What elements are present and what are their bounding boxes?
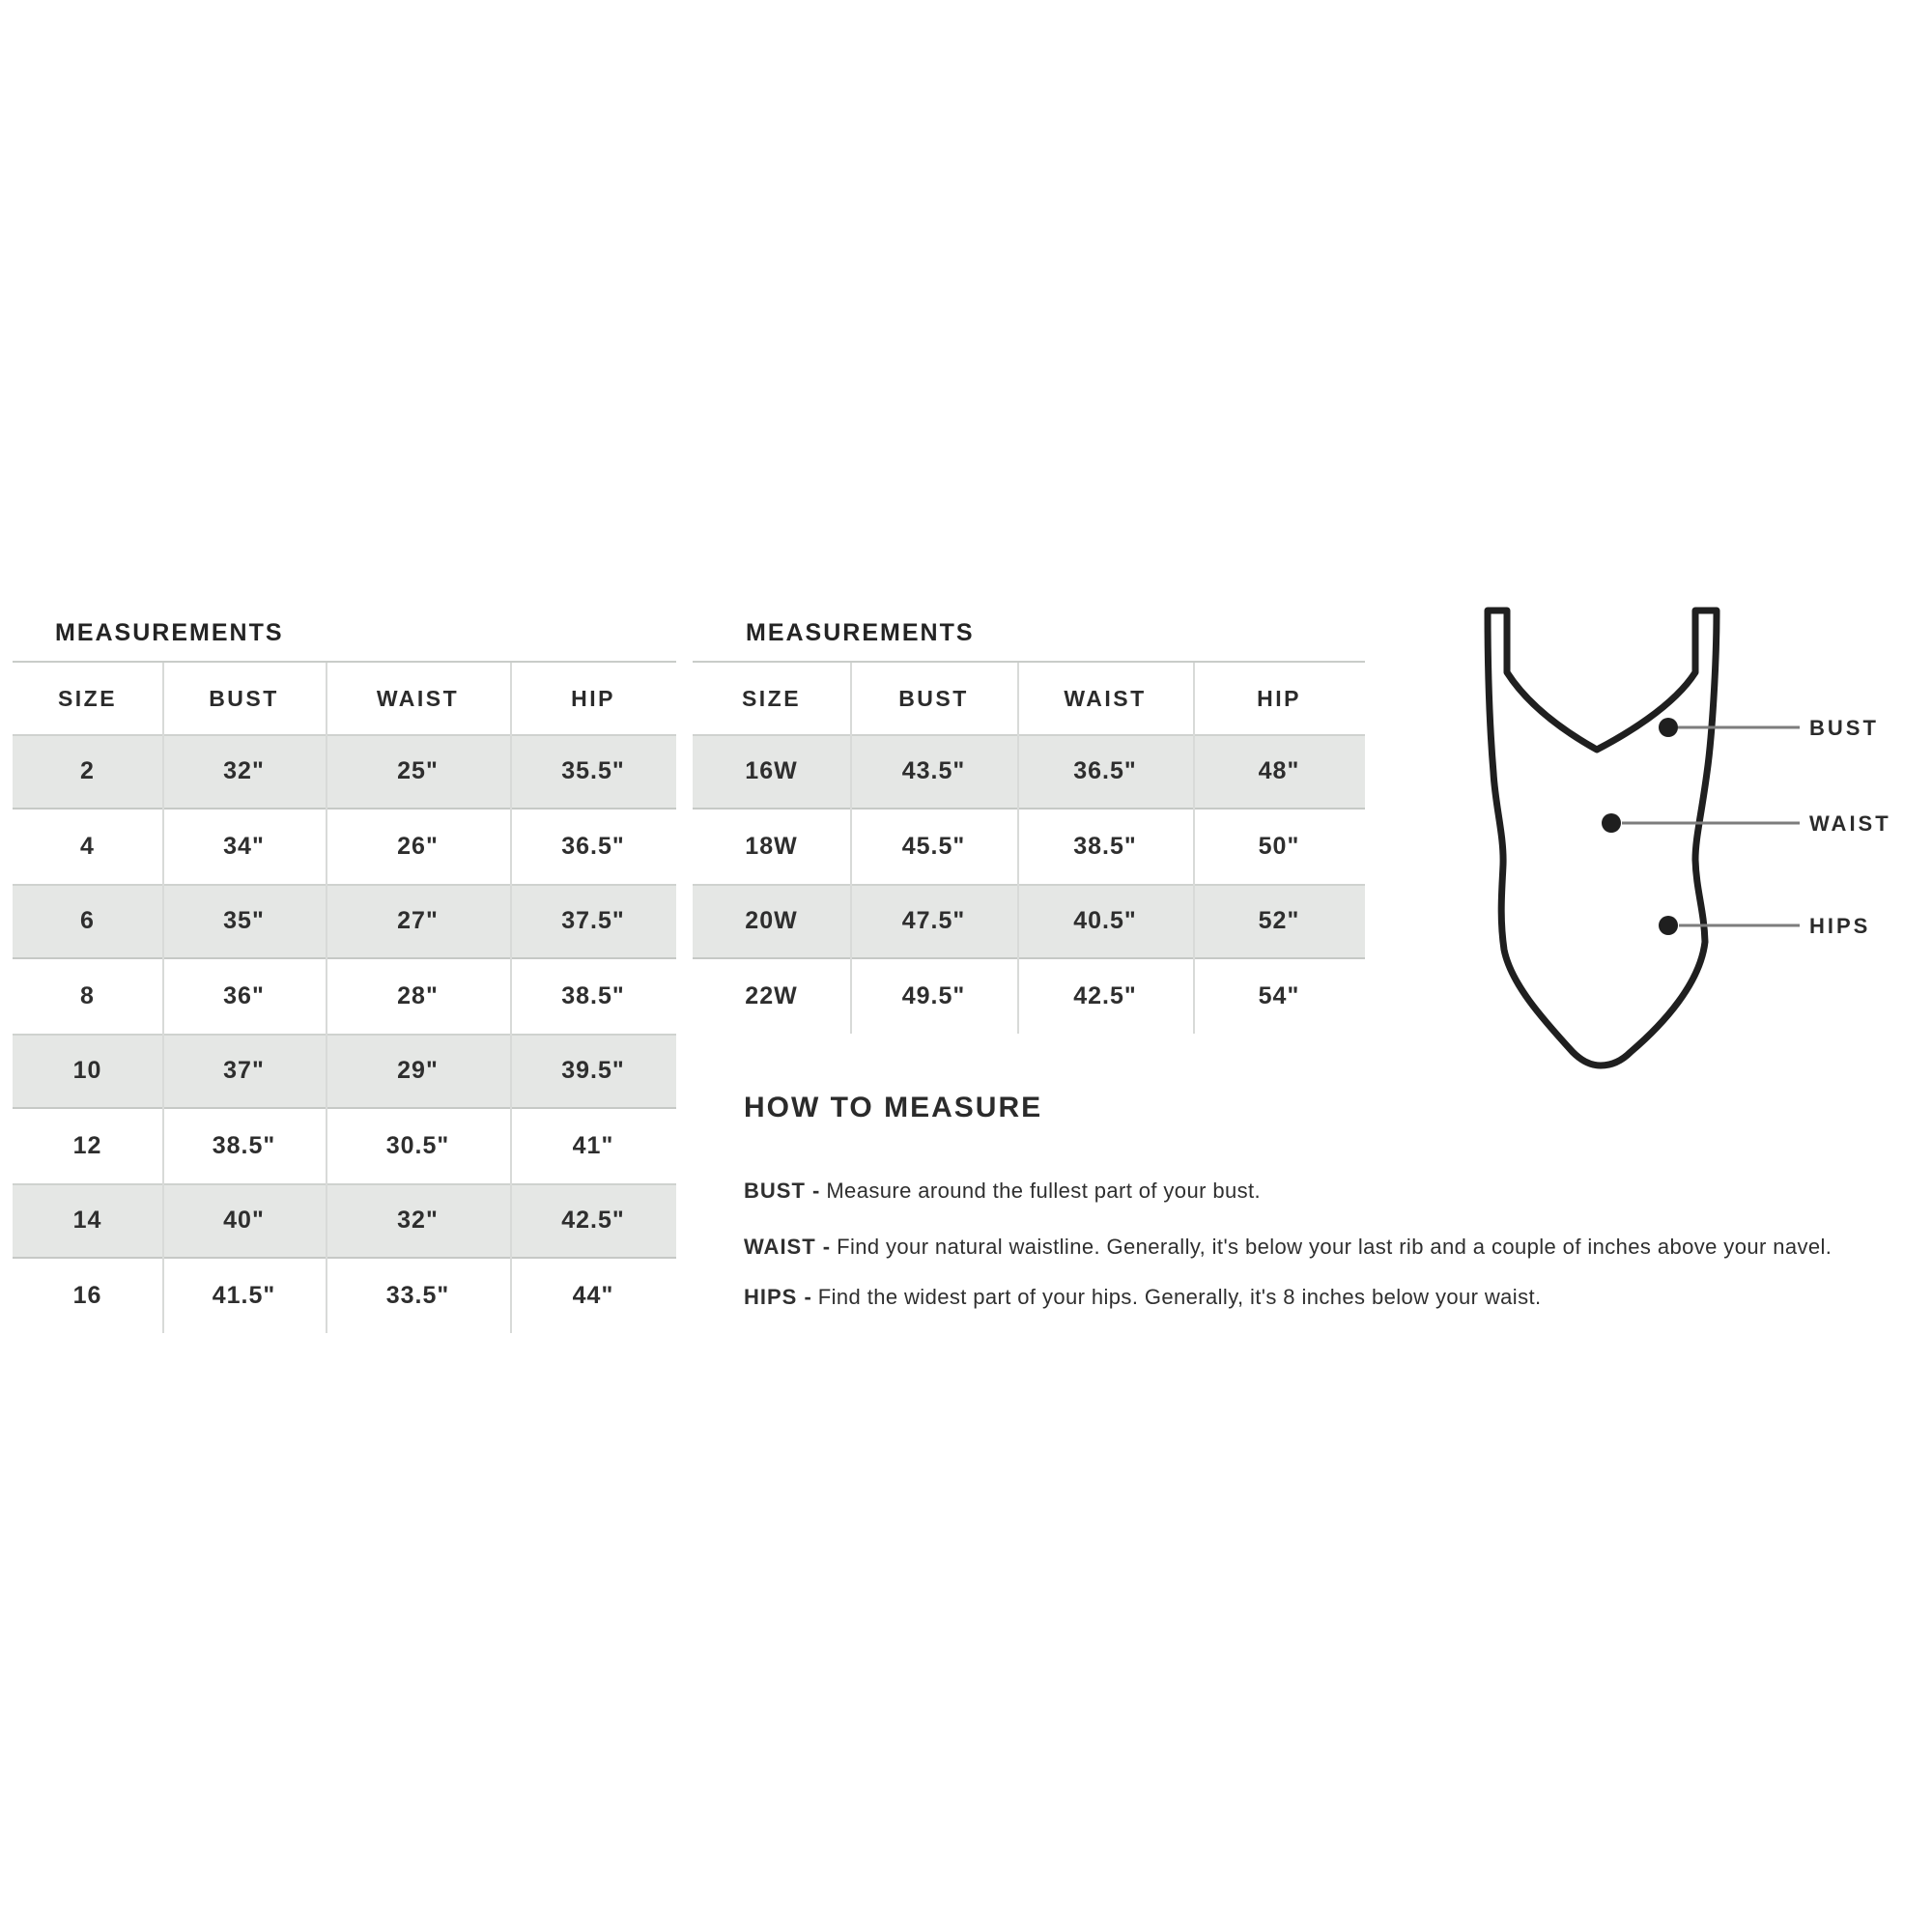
plus-size-table [693, 661, 1365, 1034]
table-row [13, 959, 676, 1035]
table-row [13, 1034, 676, 1109]
hips-dot [1659, 916, 1678, 935]
waist-instruction-label: WAIST - [744, 1235, 832, 1259]
measurement-cell: 36.5" [1073, 757, 1137, 785]
size-cell: 6 [80, 907, 95, 935]
size-cell: 2 [80, 757, 95, 785]
swimsuit-outline [1488, 611, 1717, 1065]
right-table-title: MEASUREMENTS [746, 619, 975, 646]
table-row [13, 1109, 676, 1184]
table-row [13, 810, 676, 885]
column-divider [326, 663, 327, 1333]
table-row [13, 884, 676, 959]
column-header-bust: BUST [898, 685, 969, 711]
measurement-cell: 28" [397, 981, 439, 1009]
measurement-cell: 48" [1258, 757, 1300, 785]
measurement-cell: 50" [1258, 832, 1300, 860]
column-header-waist: WAIST [376, 685, 460, 711]
measurement-cell: 29" [397, 1057, 439, 1085]
hips-instruction-label: HIPS - [744, 1285, 812, 1309]
measurement-cell: 38.5" [1073, 832, 1137, 860]
measurement-cell: 30.5" [385, 1131, 450, 1159]
measurement-cell: 33.5" [385, 1281, 450, 1309]
column-divider [1193, 663, 1195, 1034]
measurement-cell: 44" [572, 1281, 614, 1309]
table-row [693, 734, 1365, 810]
column-divider [510, 663, 512, 1333]
column-divider [1017, 663, 1019, 1034]
bust-dot [1659, 718, 1678, 737]
swimsuit-diagram [1439, 570, 1932, 1121]
size-cell: 22W [745, 981, 798, 1009]
left-table-title: MEASUREMENTS [55, 619, 284, 646]
size-cell: 4 [80, 832, 95, 860]
hips-instruction [744, 1285, 1542, 1310]
size-cell: 8 [80, 981, 95, 1009]
size-cell: 14 [72, 1207, 102, 1235]
measurement-cell: 43.5" [901, 757, 966, 785]
waist-dot [1602, 813, 1621, 833]
measurement-cell: 47.5" [901, 907, 966, 935]
size-cell: 10 [72, 1057, 102, 1085]
table-row [13, 1259, 676, 1334]
measurement-cell: 36" [223, 981, 265, 1009]
waist-figure-label: WAIST [1809, 811, 1891, 836]
waist-instruction-text: Find your natural waistline. Generally, it's below your last rib and a couple of inches above your navel. [837, 1235, 1833, 1259]
column-header-size: SIZE [57, 685, 118, 711]
measurement-cell: 41.5" [212, 1281, 276, 1309]
table-row [693, 959, 1365, 1035]
table-row [13, 734, 676, 810]
measurement-cell: 39.5" [561, 1057, 625, 1085]
size-cell: 16W [745, 757, 798, 785]
waist-instruction [744, 1235, 1832, 1260]
measurement-cell: 27" [397, 907, 439, 935]
size-cell: 20W [745, 907, 798, 935]
measurement-cell: 38.5" [212, 1131, 276, 1159]
measurement-cell: 42.5" [561, 1207, 625, 1235]
bust-instruction [744, 1179, 1261, 1204]
size-cell: 18W [745, 832, 798, 860]
column-header-hip: HIP [571, 685, 615, 711]
bust-instruction-label: BUST - [744, 1179, 821, 1203]
measurement-cell: 34" [223, 832, 265, 860]
measurement-cell: 26" [397, 832, 439, 860]
hips-instruction-text: Find the widest part of your hips. Generally, it's 8 inches below your waist. [817, 1285, 1542, 1309]
measurement-cell: 25" [397, 757, 439, 785]
table-header-row [13, 663, 676, 734]
size-cell: 12 [72, 1131, 102, 1159]
column-divider [162, 663, 164, 1333]
measurement-cell: 35.5" [561, 757, 625, 785]
table-row [13, 1183, 676, 1259]
measurement-cell: 49.5" [901, 981, 966, 1009]
measurement-cell: 42.5" [1073, 981, 1137, 1009]
measurement-cell: 40.5" [1073, 907, 1137, 935]
table-row [693, 810, 1365, 885]
measurement-cell: 45.5" [901, 832, 966, 860]
measurement-cell: 32" [223, 757, 265, 785]
column-header-hip: HIP [1257, 685, 1301, 711]
measurement-cell: 36.5" [561, 832, 625, 860]
column-header-waist: WAIST [1064, 685, 1147, 711]
table-row [693, 884, 1365, 959]
measurement-cell: 37.5" [561, 907, 625, 935]
column-header-bust: BUST [209, 685, 279, 711]
hips-figure-label: HIPS [1809, 914, 1871, 938]
measurement-cell: 54" [1258, 981, 1300, 1009]
how-to-measure-title: HOW TO MEASURE [744, 1092, 1043, 1123]
bust-figure-label: BUST [1809, 716, 1879, 740]
measurement-cell: 40" [223, 1207, 265, 1235]
measurement-figure [1439, 570, 1932, 1121]
measurement-cell: 37" [223, 1057, 265, 1085]
column-divider [850, 663, 852, 1034]
measurement-cell: 35" [223, 907, 265, 935]
bust-instruction-text: Measure around the fullest part of your bust. [826, 1179, 1262, 1203]
size-cell: 16 [72, 1281, 102, 1309]
misses-size-table [13, 661, 676, 1333]
measurement-cell: 41" [572, 1131, 614, 1159]
measurement-cell: 32" [397, 1207, 439, 1235]
measurement-cell: 52" [1258, 907, 1300, 935]
table-header-row [693, 663, 1365, 734]
column-header-size: SIZE [741, 685, 802, 711]
measurement-cell: 38.5" [561, 981, 625, 1009]
